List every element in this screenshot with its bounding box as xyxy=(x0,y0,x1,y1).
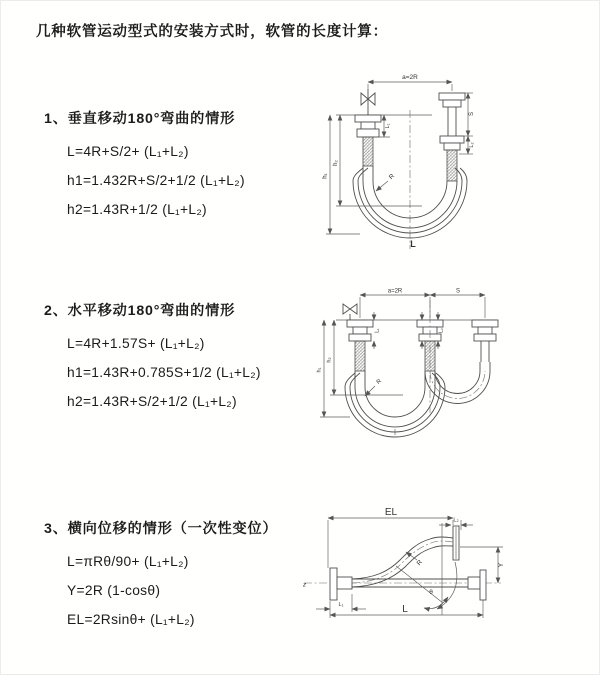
right-pipe-fitting xyxy=(439,93,465,181)
dim-el-label: EL xyxy=(384,507,398,518)
formula-el: EL=2Rsinθ+ (L₁+L₂) xyxy=(67,612,195,627)
radius-label: R xyxy=(415,558,425,568)
dim-s-label: S xyxy=(455,288,461,295)
dim-h2-label: h₂ xyxy=(333,160,339,166)
diagram-vertical-180-bend xyxy=(310,66,550,256)
section-vertical-bend xyxy=(44,108,245,224)
dim-l1-label: L₁ xyxy=(374,328,381,333)
hose-braid xyxy=(355,341,365,371)
hose-braid xyxy=(447,150,457,181)
diagram-horizontal-180-bend xyxy=(308,282,593,457)
radius-label: R xyxy=(387,172,397,182)
dim-l1 xyxy=(374,312,381,349)
dim-s xyxy=(430,289,485,296)
dim-h1 xyxy=(317,320,351,417)
dim-h1 xyxy=(323,115,361,234)
dim-theta-label: θ xyxy=(429,589,433,596)
dim-h2-label: h₂ xyxy=(326,357,333,363)
dim-h1-label: h₁ xyxy=(316,367,323,373)
dim-a2r xyxy=(368,74,452,91)
section-1-heading: 1、垂直移动180°弯曲的情形 xyxy=(44,111,236,127)
section-3-heading: 3、横向位移的情形（一次性变位） xyxy=(44,521,278,537)
length-label: L xyxy=(410,239,416,249)
hose-braid xyxy=(363,137,373,166)
dim-a2r xyxy=(360,289,430,296)
valve-icon xyxy=(361,89,375,115)
right-flange xyxy=(468,570,486,600)
dim-s-label: S xyxy=(469,111,475,117)
diagram-lateral-displacement xyxy=(302,498,600,668)
dim-l2 xyxy=(438,312,445,349)
section-lateral-displacement xyxy=(44,518,278,634)
dim-a2r-label: a=2R xyxy=(402,74,418,81)
section-2-heading: 2、水平移动180°弯曲的情形 xyxy=(44,303,236,319)
centerline-mark: z xyxy=(303,581,307,589)
section-horizontal-bend xyxy=(44,300,261,416)
formula-l: L=πRθ/90+ (L₁+L₂) xyxy=(67,554,189,569)
dim-a2r-label: a=2R xyxy=(387,288,403,295)
right-pipe-fitting xyxy=(472,320,498,362)
left-pipe-fitting xyxy=(347,320,373,371)
dim-l1-label: L₁ xyxy=(385,123,391,129)
formula-h1: h1=1.43R+0.785S+1/2 (L₁+L₂) xyxy=(67,365,261,380)
valve-icon xyxy=(343,304,357,320)
upper-flange xyxy=(453,526,459,560)
formula-h1: h1=1.432R+S/2+1/2 (L₁+L₂) xyxy=(67,173,245,188)
angle-construction xyxy=(396,523,457,615)
radius-callout xyxy=(365,378,383,396)
radius-label: R xyxy=(375,378,383,386)
dim-l-label: L xyxy=(402,604,408,615)
formula-h2: h2=1.43R+1/2 (L₁+L₂) xyxy=(67,202,207,217)
formula-l: L=4R+1.57S+ (L₁+L₂) xyxy=(67,336,205,351)
formula-y: Y=2R (1-cosθ) xyxy=(67,583,161,598)
formula-l: L=4R+S/2+ (L₁+L₂) xyxy=(67,144,189,159)
left-flange xyxy=(330,568,352,600)
dim-l2-label: L₂ xyxy=(469,142,475,148)
dim-l1-label: L₁ xyxy=(338,602,344,608)
radius-callout xyxy=(376,173,396,191)
radius-callout xyxy=(406,552,424,567)
dim-l1 xyxy=(316,594,366,612)
displaced-hose-curve xyxy=(352,537,453,587)
formula-h2: h2=1.43R+S/2+1/2 (L₁+L₂) xyxy=(67,394,237,409)
dim-y-label: Y xyxy=(498,562,505,568)
dim-l2-label: L₂ xyxy=(438,328,445,333)
dim-l2-label: L₂ xyxy=(453,517,459,524)
page-title: 几种软管运动型式的安装方式时，软管的长度计算： xyxy=(36,24,388,40)
dim-h1-label: h₁ xyxy=(322,173,329,179)
